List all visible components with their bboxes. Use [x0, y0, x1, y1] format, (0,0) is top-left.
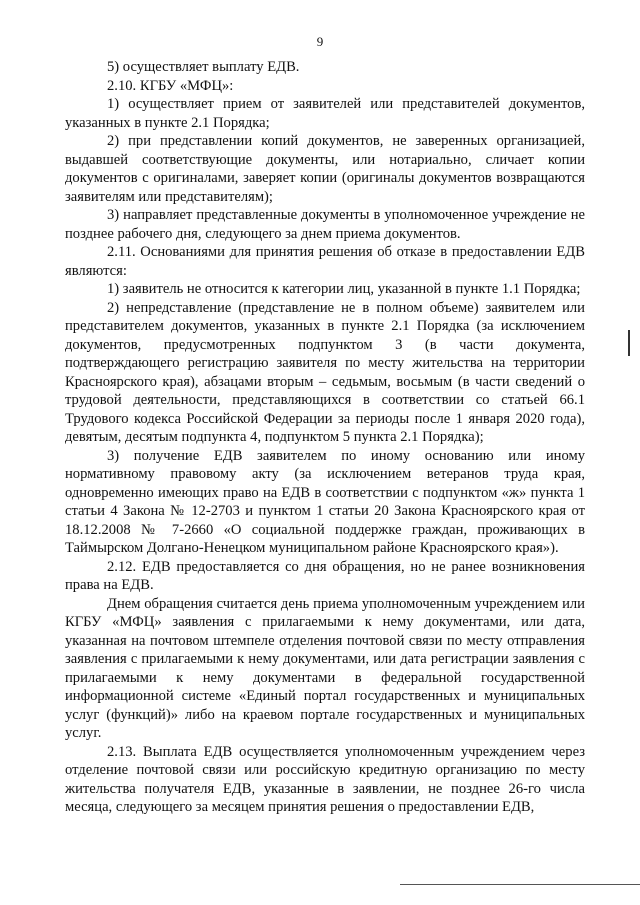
paragraph-2-10-item-2: 2) при представлении копий документов, не заверенных организацией, выдавшей соответствующие документы, или нотариально, сличает копии документов с оригиналами, заверяет копии (оригиналы документов возвращаются заявителям или представителям); — [65, 133, 585, 205]
paragraph-2-10-item-1: 1) осуществляет прием от заявителей или представителей документов, указанных в пункте 2.1 Порядка; — [65, 96, 585, 131]
paragraph-2-11-heading: 2.11. Основаниями для принятия решения об отказе в предоставлении ЕДВ являются: — [65, 244, 585, 279]
paragraph-2-10-heading: 2.10. КГБУ «МФЦ»: — [107, 77, 234, 94]
page-number: 9 — [316, 34, 324, 49]
footer-rule — [400, 884, 640, 885]
paragraph-item-5: 5) осуществляет выплату ЕДВ. — [107, 59, 300, 75]
document-body — [65, 58, 585, 817]
paragraph-2-11-item-1: 1) заявитель не относится к категории лиц, указанной в пункте 1.1 Порядка; — [107, 281, 581, 297]
paragraph-2-12: 2.12. ЕДВ предоставляется со дня обращения, но не ранее возникновения права на ЕДВ. — [65, 558, 585, 593]
paragraph-2-10-item-3: 3) направляет представленные документы в уполномоченное учреждение не позднее рабочего дня, следующего за днем приема документов. — [65, 207, 585, 242]
paragraph-2-11-item-3: 3) получение ЕДВ заявителем по иному основанию или иному нормативному правовому акту (за исключением ветеранов труда края, одновременно имеющих право на ЕДВ в соответствии с подпунктом «ж» пункта 1 статьи 4 Закона № 12-2703 и пунктом 1 статьи 20 Закона Красноярского края от 18.12.2008 № 7-2660 «О социальной поддержке граждан, проживающих в Таймырском Долгано-Ненецком муниципальном районе Красноярского края»). — [65, 447, 585, 556]
paragraph-2-11-item-2: 2) непредставление (представление не в полном объеме) заявителем или представителем документов, указанных в пункте 2.1 Порядка (за исключением документов, предусмотренных подпунктом 3 (в части документа, подтверждающего регистрацию заявителя по месту жительства на территории Красноярского края), абзацами вторым – седьмым, восьмым (в части сведений о трудовой деятельности, представляющихся в соответствии со статьей 66.1 Трудового кодекса Российской Федерации за периоды после 1 января 2020 года), девятым, десятым подпункта 4, подпунктом 5 пункта 2.1 Порядка); — [65, 299, 585, 445]
paragraph-2-13: 2.13. Выплата ЕДВ осуществляется уполномоченным учреждением через отделение почтовой связи или российскую кредитную организацию по месту жительства получателя ЕДВ, указанные в заявлении, не позднее 26-го числа месяца, следующего за месяцем принятия решения о предоставлении ЕДВ, — [65, 743, 585, 815]
margin-mark — [628, 330, 630, 356]
paragraph-application-date: Днем обращения считается день приема уполномоченным учреждением или КГБУ «МФЦ» заявления с прилагаемыми к нему документами, или дата, указанная на почтовом штемпеле отделения почтовой связи по месту отправления заявления с прилагаемыми к нему документами, или дата регистрации заявления с прилагаемыми к нему документами в федеральной государственной информационной системе «Единый портал государственных и муниципальных услуг (функций)» либо на краевом портале государственных и муниципальных услуг. — [65, 595, 585, 741]
